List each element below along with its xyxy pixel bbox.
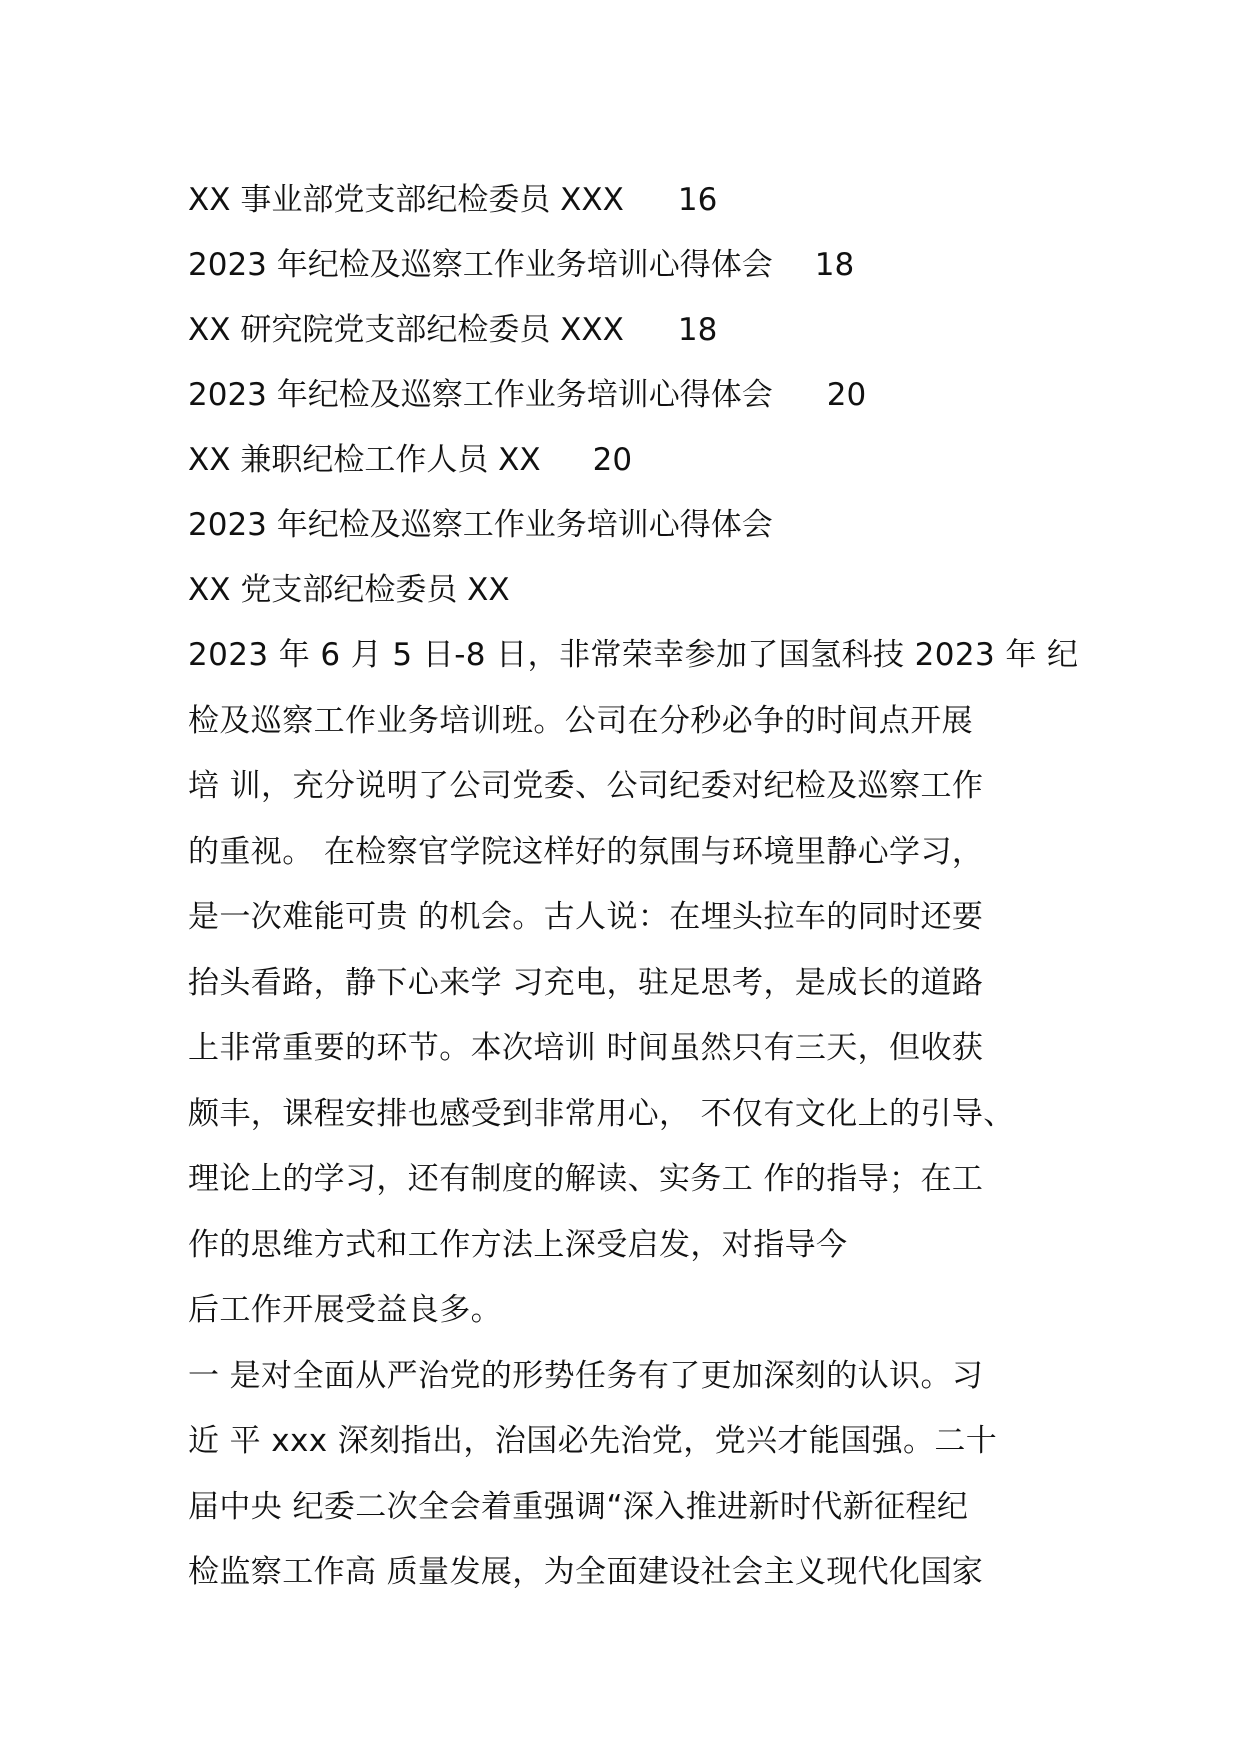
body-line: 检及巡察工作业务培训班。公司在分秒必争的时间点开展 [188, 702, 973, 739]
toc-entry-title: XX 研究院党支部纪检委员 XXX [188, 312, 624, 348]
body-line: 作的思维方式和工作方法上深受启发，对指导今 [188, 1226, 848, 1263]
toc-entry-page: 20 [826, 377, 867, 413]
toc-entry-title: XX 党支部纪检委员 XX [188, 572, 510, 608]
toc-entry-title: XX 事业部党支部纪检委员 XXX [188, 182, 624, 218]
toc-entry[interactable] [188, 363, 1088, 428]
toc-entry[interactable] [188, 558, 1088, 623]
toc-entry-title: XX 兼职纪检工作人员 XX [188, 442, 541, 478]
toc-entry-page: 18 [677, 312, 718, 348]
toc-entry-page: 20 [592, 442, 633, 478]
toc-entry-title: 2023 年纪检及巡察工作业务培训心得体会 [188, 377, 773, 413]
body-line: 近 平 xxx 深刻指出，治国必先治党，党兴才能国强。二十 [188, 1423, 998, 1459]
toc-entry[interactable] [188, 428, 1088, 493]
body-line: 届中央 纪委二次全会着重强调“深入推进新时代新征程纪 [188, 1488, 969, 1525]
article-body [188, 623, 1079, 1606]
body-line: 培 训，充分说明了公司党委、公司纪委对纪检及巡察工作 [188, 768, 984, 804]
body-line: 的重视。 在检察官学院这样好的氛围与环境里静心学习， [188, 833, 984, 870]
toc-entry[interactable] [188, 493, 1088, 558]
body-line: 后工作开展受益良多。 [188, 1292, 502, 1328]
table-of-contents [188, 168, 1088, 623]
toc-entry-title: 2023 年纪检及巡察工作业务培训心得体会 [188, 507, 773, 543]
toc-entry[interactable] [188, 168, 1088, 233]
body-line: 颇丰，课程安排也感受到非常用心， 不仅有文化上的引导、 [188, 1095, 1015, 1132]
toc-entry-page: 16 [677, 182, 718, 218]
body-line: 上非常重要的环节。本次培训 时间虽然只有三天，但收获 [188, 1030, 984, 1066]
body-line: 2023 年 6 月 5 日-8 日，非常荣幸参加了国氢科技 2023 年 纪 [188, 637, 1079, 673]
toc-entry-title: 2023 年纪检及巡察工作业务培训心得体会 [188, 247, 773, 283]
toc-entry[interactable] [188, 298, 1088, 363]
toc-entry-page: 18 [814, 247, 855, 283]
body-line: 是一次难能可贵 的机会。古人说：在埋头拉车的同时还要 [188, 899, 984, 935]
body-line: 检监察工作高 质量发展，为全面建设社会主义现代化国家 [188, 1554, 984, 1590]
body-line: 抬头看路，静下心来学 习充电，驻足思考，是成长的道路 [188, 964, 984, 1001]
body-line: 理论上的学习，还有制度的解读、实务工 作的指导；在工 [188, 1161, 984, 1197]
toc-entry[interactable] [188, 233, 1088, 298]
body-line: 一 是对全面从严治党的形势任务有了更加深刻的认识。习 [188, 1357, 984, 1394]
